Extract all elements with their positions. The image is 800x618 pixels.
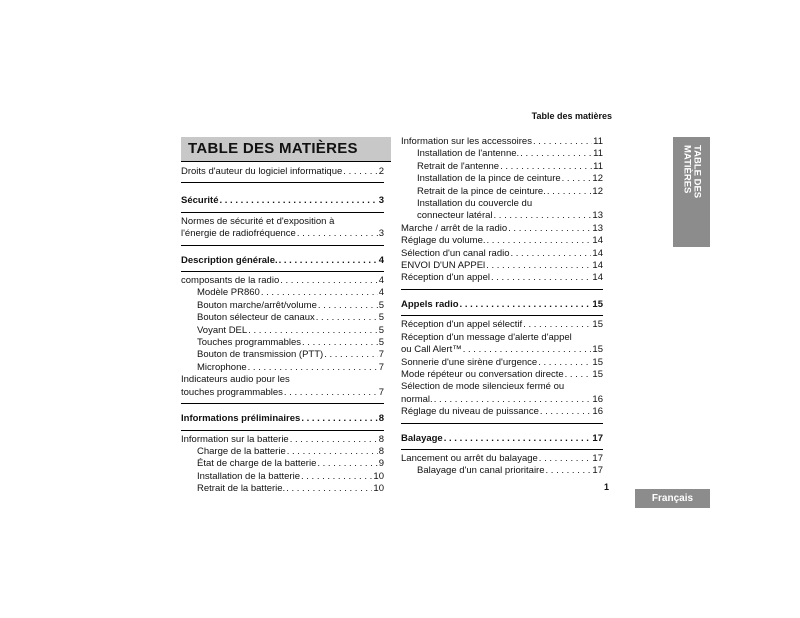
toc-page-number: 7: [378, 349, 384, 361]
dot-leader: [486, 260, 591, 272]
toc-entry-text: Sélection de mode silencieux fermé ou: [401, 381, 565, 393]
toc-page-number: 11: [593, 136, 603, 147]
dot-leader: [286, 483, 372, 495]
toc-page-number: 5: [378, 337, 384, 349]
toc-entry-text: Retrait de la batterie.: [197, 483, 286, 495]
toc-entry-text: normal.: [401, 393, 433, 405]
toc-entry[interactable]: [401, 332, 603, 357]
toc-entry[interactable]: [181, 471, 384, 483]
toc-entry[interactable]: [401, 148, 603, 160]
toc-entry[interactable]: [181, 434, 384, 446]
dot-leader: [500, 161, 592, 173]
toc-page-number: 14: [592, 235, 603, 247]
toc-entry-text: Retrait de l'antenne: [417, 160, 500, 172]
toc-entry[interactable]: [181, 349, 384, 361]
dot-leader: [284, 387, 378, 399]
toc-banner: [181, 137, 391, 162]
toc-page-number: 14: [592, 247, 603, 259]
dot-leader: [220, 195, 378, 207]
toc-entry[interactable]: [181, 325, 384, 337]
dot-leader: [287, 446, 378, 458]
dot-leader: [248, 325, 378, 337]
toc-entry-text: Sonnerie d'une sirène d'urgence: [401, 356, 538, 368]
toc-entry[interactable]: [401, 260, 603, 272]
toc-entry[interactable]: [401, 465, 603, 477]
toc-entry-text: Réception d'un appel sélectif: [401, 319, 523, 331]
toc-entry[interactable]: [401, 406, 603, 423]
dot-leader: [343, 166, 377, 178]
toc-entry-text: Description générale.: [181, 254, 278, 266]
toc-entry-text: Mode répéteur ou conversation directe: [401, 368, 564, 380]
toc-page-number: 16: [592, 406, 603, 418]
toc-page-number: 12: [592, 173, 603, 185]
dot-leader: [434, 394, 592, 406]
toc-entry-text: Réception d'un appel: [401, 272, 490, 284]
toc-entry[interactable]: [401, 223, 603, 235]
toc-page-number: 16: [592, 393, 603, 405]
toc-entry[interactable]: [401, 272, 603, 289]
toc-page-number: 11: [593, 148, 603, 160]
toc-page-number: 4: [378, 254, 384, 266]
toc-column-right: [401, 136, 603, 478]
toc-title: TABLE DES MATIÈRES: [188, 140, 358, 157]
dot-leader: [316, 312, 378, 324]
toc-page-number: 12: [592, 185, 603, 197]
toc-entry-text: Retrait de la pince de ceinture.: [417, 185, 546, 197]
toc-page-number: 15: [592, 368, 603, 380]
toc-page-number: 8: [378, 413, 384, 425]
toc-entry[interactable]: [181, 446, 384, 458]
dot-leader: [261, 287, 378, 299]
toc-entry[interactable]: [181, 287, 384, 299]
toc-page-number: 14: [592, 260, 603, 272]
toc-page-number: 2: [378, 166, 384, 177]
toc-entry[interactable]: [401, 319, 603, 331]
dot-leader: [523, 319, 591, 331]
toc-column-left: [181, 166, 384, 496]
toc-entry-text: Réglage du volume.: [401, 235, 486, 247]
toc-entry-text: Touches programmables: [197, 337, 302, 349]
dot-leader: [302, 337, 378, 349]
toc-page-number: 3: [378, 195, 384, 207]
dot-leader: [547, 186, 592, 198]
toc-entry[interactable]: [401, 198, 603, 223]
toc-entry-text: Balayage d'un canal prioritaire: [417, 465, 545, 477]
toc-page-number: 13: [592, 210, 603, 222]
toc-page-number: 15: [592, 319, 603, 331]
toc-entry-text: composants de la radio: [181, 275, 280, 287]
toc-page-number: 3: [378, 228, 384, 240]
toc-page-number: 7: [378, 386, 384, 398]
toc-entry-text: connecteur latéral: [417, 210, 493, 222]
dot-leader: [562, 173, 592, 185]
toc-page-number: 17: [592, 465, 603, 477]
toc-entry-text: Réception d'un message d'alerte d'appel: [401, 331, 572, 343]
toc-entry-text: Sélection d'un canal radio: [401, 247, 510, 259]
toc-page-number: 11: [593, 160, 603, 172]
dot-leader: [539, 453, 592, 465]
dot-leader: [494, 210, 592, 222]
toc-entry-text: Installation de l'antenne.: [417, 148, 520, 160]
toc-page-number: 7: [378, 361, 384, 373]
toc-entry[interactable]: [181, 337, 384, 349]
toc-page-number: 8: [378, 433, 384, 445]
toc-entry-text: Installation du couvercle du: [417, 198, 533, 210]
dot-leader: [533, 136, 592, 148]
toc-entry-text: État de charge de la batterie: [197, 458, 317, 470]
toc-entry[interactable]: [401, 453, 603, 465]
dot-leader: [540, 406, 592, 418]
toc-entry[interactable]: [401, 173, 603, 185]
toc-entry-text: Installation de la batterie: [197, 470, 300, 482]
toc-entry[interactable]: [181, 300, 384, 312]
dot-leader: [520, 148, 592, 160]
toc-entry-text: l'énergie de radiofréquence: [181, 228, 296, 240]
toc-entry[interactable]: [401, 136, 603, 148]
page-number: 1: [604, 482, 610, 492]
toc-entry[interactable]: [401, 186, 603, 198]
dot-leader: [318, 300, 378, 312]
toc-entry-text: Modèle PR860: [197, 287, 260, 299]
dot-leader: [463, 344, 592, 356]
toc-page-number: 8: [378, 445, 384, 457]
toc-entry[interactable]: [181, 312, 384, 324]
toc-page-number: 5: [378, 312, 384, 324]
toc-entry[interactable]: [181, 458, 384, 470]
toc-page-number: 15: [592, 344, 603, 356]
dot-leader: [460, 299, 592, 311]
toc-entry[interactable]: [401, 235, 603, 247]
toc-entry[interactable]: [401, 369, 603, 381]
toc-page-number: 17: [592, 452, 603, 464]
dot-leader: [491, 272, 591, 284]
toc-entry-text: Sécurité: [181, 195, 219, 207]
toc-entry[interactable]: [401, 427, 603, 450]
toc-entry-text: Balayage: [401, 432, 443, 444]
side-tab: [673, 137, 710, 247]
toc-entry-text: Appels radio: [401, 298, 459, 310]
side-tab-line2: MATIÈRES: [681, 145, 693, 194]
toc-entry-text: Installation de la pince de ceinture: [417, 173, 561, 185]
toc-entry-text: Information sur les accessoires: [401, 136, 532, 147]
toc-entry-text: ou Call Alert™: [401, 344, 462, 356]
toc-entry[interactable]: [181, 189, 384, 212]
toc-page-number: 10: [373, 470, 384, 482]
toc-entry[interactable]: [181, 166, 384, 183]
toc-page-number: 14: [592, 272, 603, 284]
toc-entry[interactable]: [181, 483, 384, 495]
toc-page-number: 15: [592, 298, 603, 310]
dot-leader: [279, 255, 378, 267]
toc-entry[interactable]: [401, 357, 603, 369]
toc-entry-text: Microphone: [197, 361, 247, 373]
toc-page-number: 10: [373, 483, 384, 495]
toc-entry-text: Information sur la batterie: [181, 433, 289, 445]
toc-page-number: 15: [592, 356, 603, 368]
toc-entry-text: Charge de la batterie: [197, 445, 286, 457]
toc-entry-text: Bouton marche/arrêt/volume: [197, 299, 317, 311]
toc-entry[interactable]: [181, 275, 384, 287]
language-tab: Français: [635, 489, 710, 508]
dot-leader: [508, 223, 591, 235]
toc-entry-text: touches programmables: [181, 386, 283, 398]
dot-leader: [317, 458, 377, 470]
toc-entry[interactable]: [181, 216, 384, 246]
dot-leader: [444, 433, 592, 445]
dot-leader: [487, 235, 592, 247]
toc-entry-text: Bouton de transmission (PTT): [197, 349, 324, 361]
toc-entry[interactable]: [181, 374, 384, 404]
toc-entry-text: Marche / arrêt de la radio: [401, 222, 508, 234]
side-tab-line1: TABLE DES: [691, 145, 703, 199]
toc-entry-text: Indicateurs audio pour les: [181, 374, 290, 386]
dot-leader: [301, 471, 372, 483]
toc-entry-text: Normes de sécurité et d'exposition à: [181, 215, 335, 227]
dot-leader: [290, 434, 378, 446]
dot-leader: [565, 369, 592, 381]
toc-entry[interactable]: [401, 381, 603, 406]
toc-page-number: 17: [592, 432, 603, 444]
toc-entry[interactable]: [181, 407, 384, 430]
toc-page-number: 13: [592, 222, 603, 234]
toc-entry[interactable]: [401, 248, 603, 260]
toc-page-number: 5: [378, 299, 384, 311]
toc-entry-text: Lancement ou arrêt du balayage: [401, 452, 538, 464]
toc-entry-text: Voyant DEL: [197, 324, 248, 336]
dot-leader: [248, 362, 378, 374]
dot-leader: [297, 228, 378, 240]
toc-entry[interactable]: [181, 362, 384, 374]
toc-entry[interactable]: [401, 161, 603, 173]
toc-entry-text: Réglage du niveau de puissance: [401, 406, 539, 418]
toc-page-number: 9: [378, 458, 384, 470]
dot-leader: [280, 275, 377, 287]
dot-leader: [324, 349, 378, 361]
dot-leader: [538, 357, 591, 369]
dot-leader: [301, 413, 377, 425]
toc-entry[interactable]: [401, 293, 603, 316]
toc-page-number: 4: [378, 287, 384, 299]
dot-leader: [511, 248, 592, 260]
toc-entry[interactable]: [181, 249, 384, 272]
toc-entry-text: Bouton sélecteur de canaux: [197, 312, 315, 324]
dot-leader: [546, 465, 592, 477]
toc-page-number: 4: [378, 275, 384, 287]
toc-page-number: 5: [378, 324, 384, 336]
toc-entry-text: Droits d'auteur du logiciel informatique: [181, 166, 343, 177]
running-header: Table des matières: [531, 111, 612, 121]
toc-entry-text: Informations préliminaires: [181, 413, 301, 425]
toc-entry-text: ENVOI D'UN APPEl: [401, 260, 486, 272]
